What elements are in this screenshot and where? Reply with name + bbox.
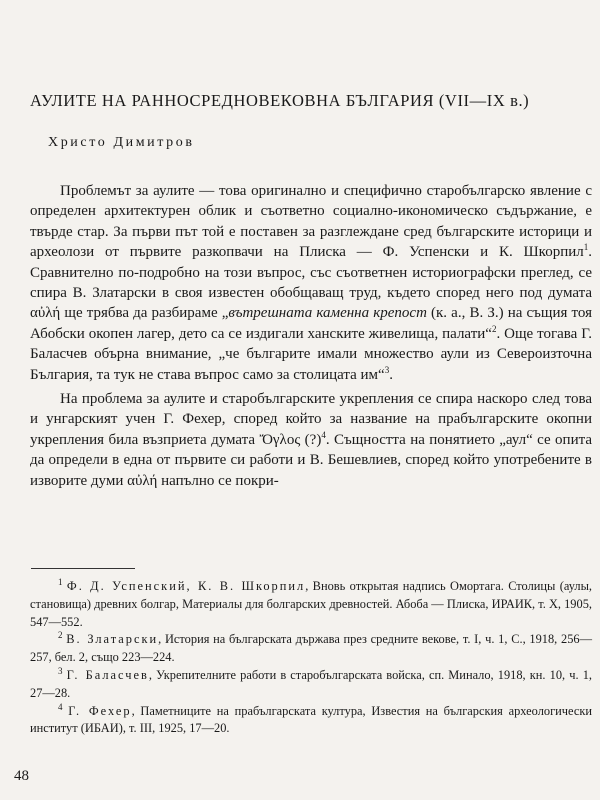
footnote-2 [30, 631, 592, 667]
footnote-divider [31, 568, 135, 569]
footnotes [30, 578, 592, 738]
footnote-number: 1 [58, 576, 63, 587]
text-run: . [389, 366, 393, 383]
footnote-ref-4[interactable]: 4 [321, 429, 326, 440]
footnote-number: 3 [58, 665, 63, 676]
footnote-author: Ф. Д. Успенский, К. В. Шкорпил [66, 579, 306, 593]
text-run: (к. а., В. З.) на същия тоя Абобски окопен лагер, дето са се издигали ханските живелища, палати“ [30, 305, 592, 342]
footnote-1 [30, 578, 592, 631]
footnote-text: , Вновь открытая надпись Омортага. Столицы (аулы, становища) древних болгар, Материалы для болгарских древностей. Абоба — Плиска, ИРАИК, т. X, 1905, 547—552. [30, 579, 592, 629]
footnote-3 [30, 667, 592, 703]
footnote-text: , Паметниците на прабългарската култура, Известия на българския археологически институт (ИБАИ), т. III, 1925, 17—20. [30, 703, 592, 736]
footnote-author: В. Златарски [66, 632, 159, 647]
article-title: АУЛИТЕ НА РАННОСРЕДНОВЕКОВНА БЪЛГАРИЯ (VII—IX в.) [30, 91, 530, 110]
text-run: Проблемът за аулите — това оригинално и специфично старобългарско явление с определен архитектурен облик и съответно социално-икономическо съдържание, е твърде стар. За първи път той е поставен за разглеждане сред българските историци и археолози от първите разкопвачи на Плиска — Ф. Успенски и К. Шкорпил [30, 183, 592, 261]
paragraph-2 [30, 389, 592, 491]
footnote-4 [30, 703, 592, 739]
footnote-number: 2 [58, 630, 63, 641]
text-run: На проблема за аулите и старобългарските укрепления се спира наскоро след това и унгарският учен Г. Фехер, според който за название на прабългарските окопни укрепления била възприета думата Ὄγλος (?) [30, 391, 592, 448]
page-number: 48 [14, 768, 29, 784]
footnote-number: 4 [58, 701, 63, 712]
footnote-author: Г. Фехер [68, 703, 132, 718]
author-name: Христо Димитров [48, 135, 195, 150]
text-run: . Същността на понятието „аул“ се опита да определи в една от първите си работи и В. Бешевлиев, според който употребените в изворите думи αὐλή напълно се покри- [30, 431, 593, 489]
text-run: . Сравнително по-подробно на този въпрос, със съответнен историографски преглед, се спира В. Златарски в своя известен обобщаващ труд, където според него под думата αὐλή ще трябва да разбираме „ [30, 244, 592, 322]
footnote-text: , Укрепителните работи в старобългарската войска, сп. Минало, 1918, кн. 10, ч. 1, 27—28. [30, 667, 592, 700]
article-body [30, 181, 592, 495]
italic-quote: вътрешната каменна крепост [228, 305, 427, 322]
text-run: . Още тогава Г. Баласчев обърна внимание, „че българите имали множество аули из Североизточна България, та тук не става въпрос само за столицата им“ [30, 325, 593, 383]
footnote-author: Г. Баласчев [66, 667, 149, 682]
footnote-ref-2[interactable]: 2 [491, 323, 497, 334]
footnote-text: , История на българската държава през средните векове, т. I, ч. 1, С., 1918, 256—257, бел. 2, също 223—224. [30, 632, 592, 665]
paragraph-1 [30, 181, 592, 385]
footnote-ref-3[interactable]: 3 [384, 364, 390, 375]
footnote-ref-1[interactable]: 1 [583, 242, 589, 253]
